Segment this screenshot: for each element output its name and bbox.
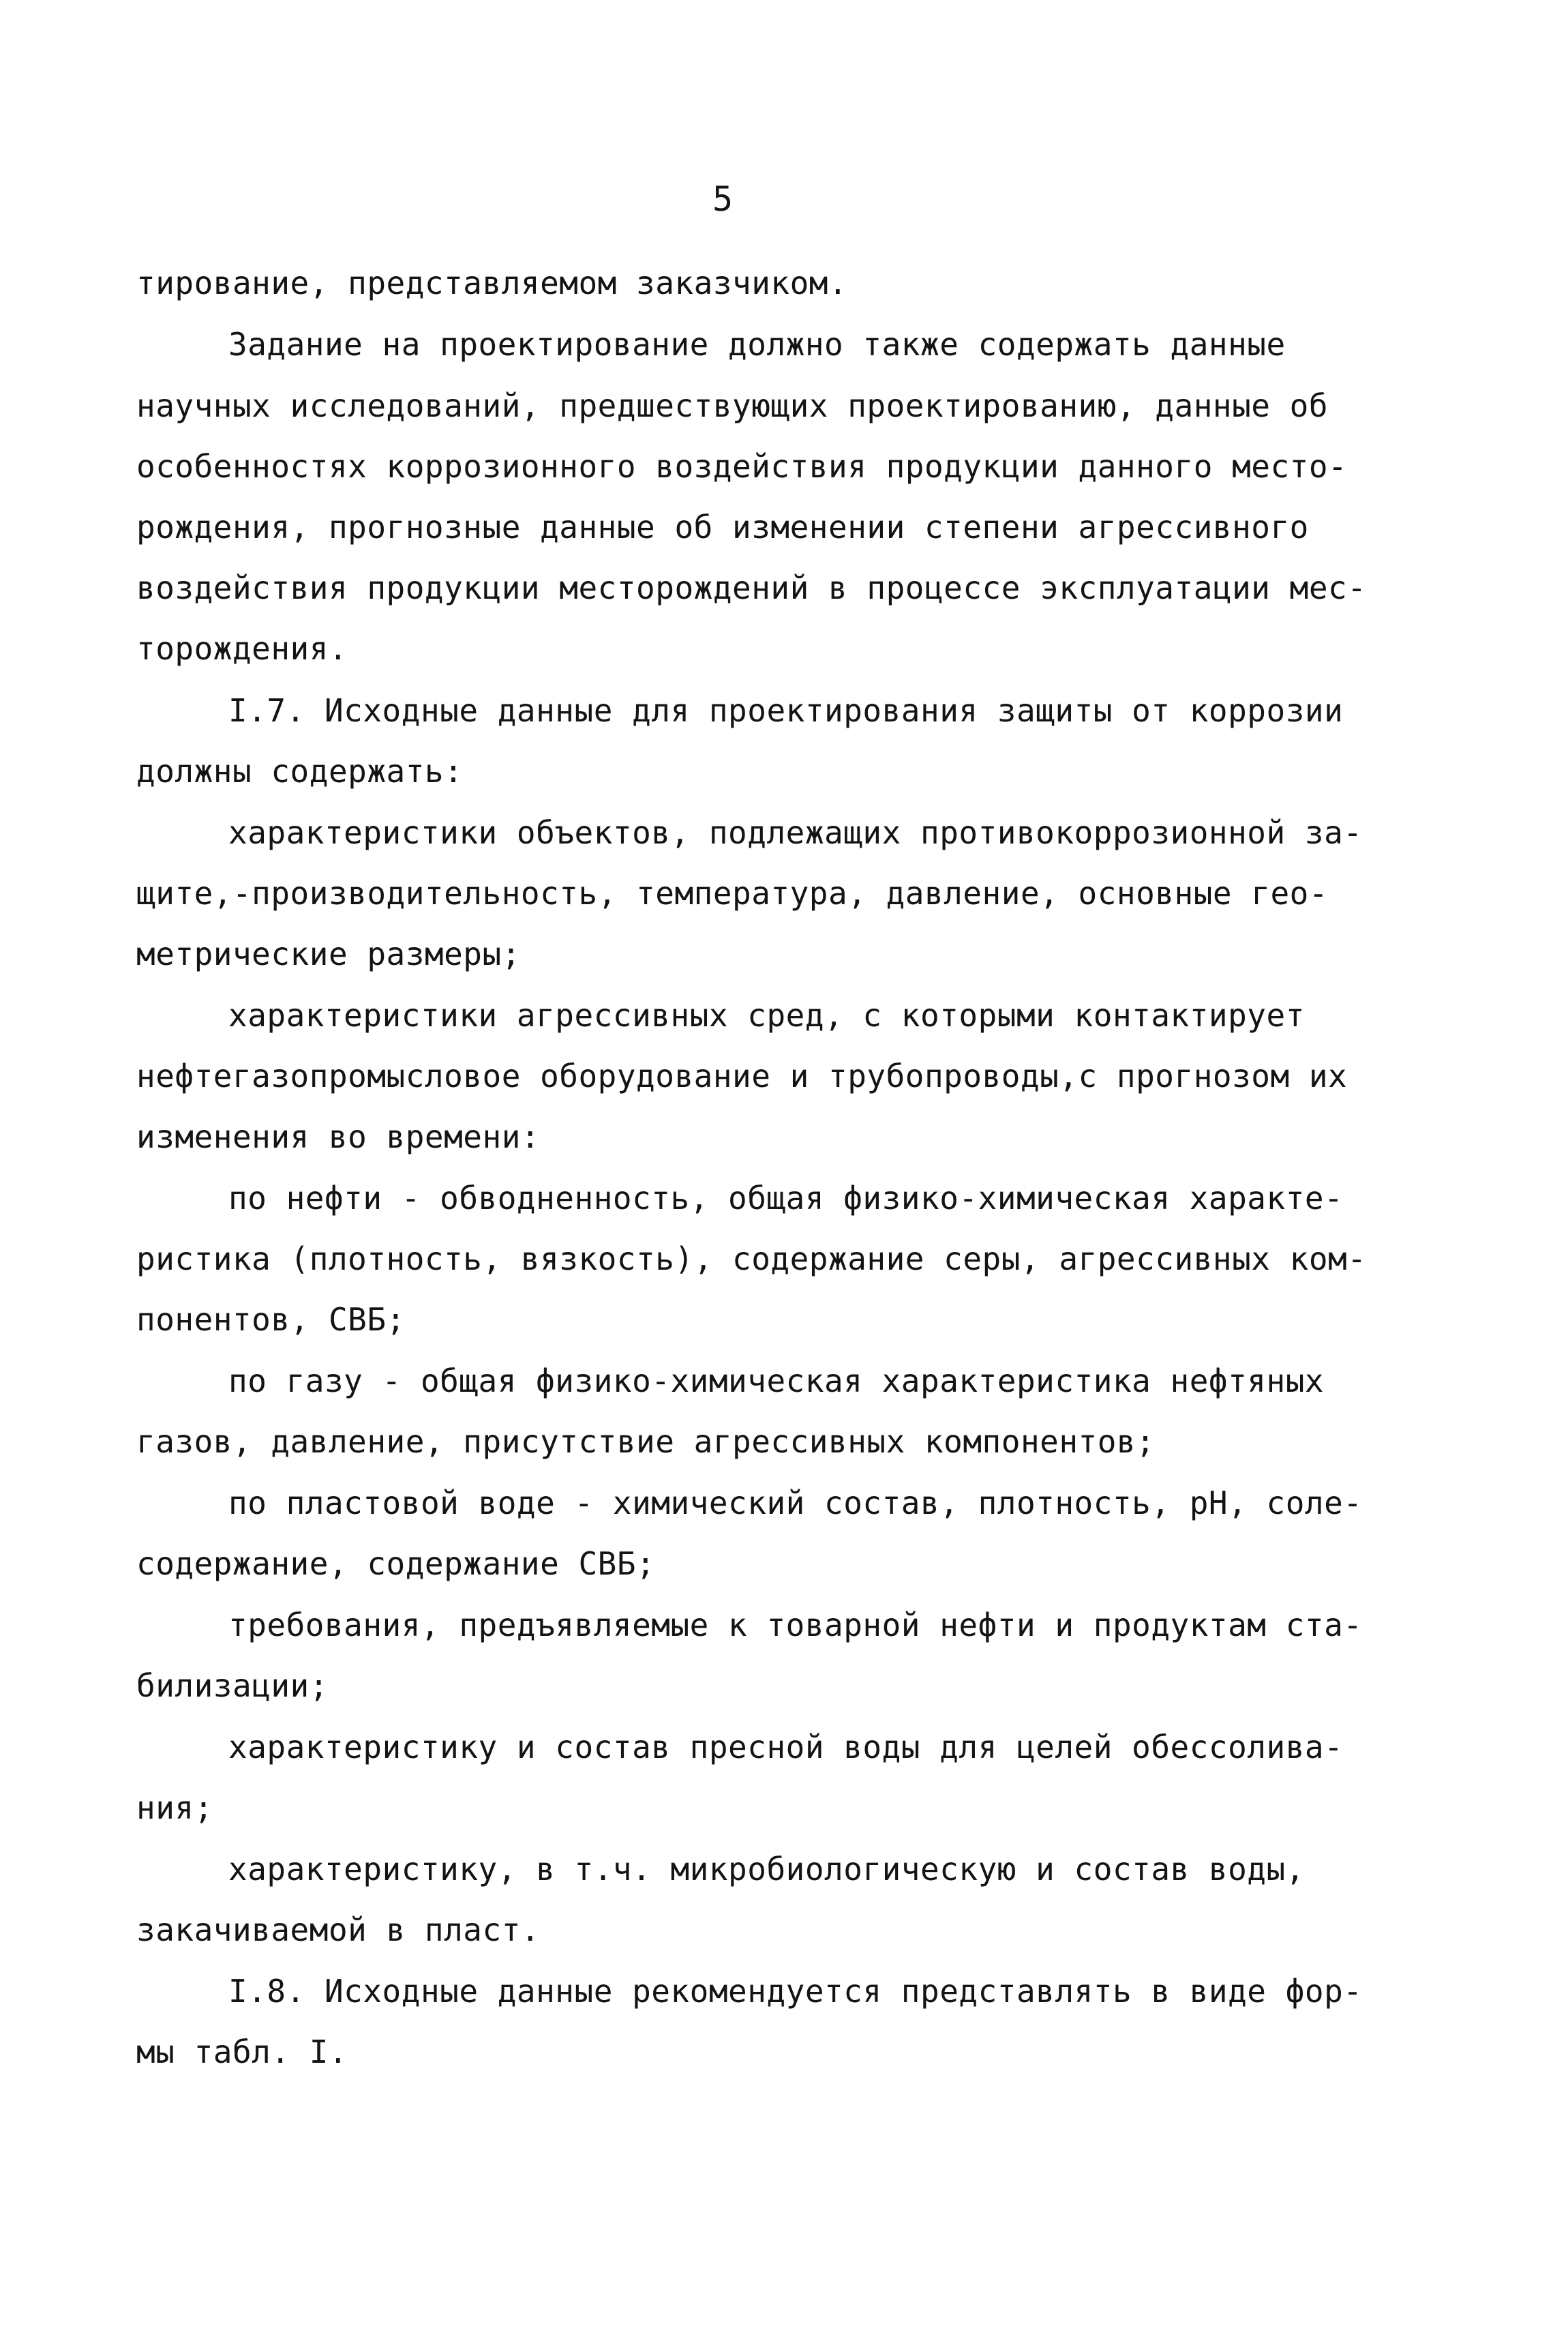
text-line: характеристику и состав пресной воды для целей обессолива- xyxy=(228,1729,1344,1765)
text-line: торождения. xyxy=(136,630,348,667)
page-number: 5 xyxy=(712,179,734,219)
text-line: характеристики агрессивных сред, с которыми контактирует xyxy=(228,997,1305,1034)
text-line: особенностях коррозионного воздействия продукции данного место- xyxy=(136,448,1348,485)
text-line: понентов, СВБ; xyxy=(136,1301,406,1338)
text-line: требования, предъявляемые к товарной нефти и продуктам ста- xyxy=(228,1607,1363,1643)
text-line: билизации; xyxy=(136,1667,329,1704)
text-line: метрические размеры; xyxy=(136,936,521,972)
text-line: ния; xyxy=(136,1789,213,1826)
text-line: ристика (плотность, вязкость), содержание серы, агрессивных ком- xyxy=(136,1240,1367,1277)
text-line: закачиваемой в пласт. xyxy=(136,1911,541,1948)
text-line: должны содержать: xyxy=(136,753,464,790)
text-line: щите,-производительность, температура, давление, основные гео- xyxy=(136,875,1329,912)
text-line: содержание, содержание СВБ; xyxy=(136,1545,656,1582)
text-line: I.7. Исходные данные для проектирования защиты от коррозии xyxy=(228,692,1344,729)
text-line: изменения во времени: xyxy=(136,1118,541,1155)
text-line: мы табл. I. xyxy=(136,2033,348,2070)
text-line: характеристики объектов, подлежащих противокоррозионной за- xyxy=(228,814,1363,851)
text-line: рождения, прогнозные данные об изменении степени агрессивного xyxy=(136,509,1309,546)
text-line: по нефти - обводненность, общая физико-химическая характе- xyxy=(228,1180,1344,1217)
text-line: по пластовой воде - химический состав, плотность, pH, соле- xyxy=(228,1485,1363,1521)
text-line: Задание на проектирование должно также содержать данные xyxy=(228,326,1286,363)
text-line: характеристику, в т.ч. микробиологическую и состав воды, xyxy=(228,1851,1305,1888)
text-line: газов, давление, присутствие агрессивных компонентов; xyxy=(136,1423,1156,1460)
text-line: нефтегазопромысловое оборудование и трубопроводы,с прогнозом их xyxy=(136,1058,1348,1094)
text-line: тирование, представляемом заказчиком. xyxy=(136,265,848,301)
text-line: I.8. Исходные данные рекомендуется представлять в виде фор- xyxy=(228,1973,1363,2010)
text-line: воздействия продукции месторождений в процессе эксплуатации мес- xyxy=(136,569,1367,606)
text-line: по газу - общая физико-химическая характеристика нефтяных xyxy=(228,1362,1325,1399)
text-line: научных исследований, предшествующих проектированию, данные об xyxy=(136,387,1329,424)
